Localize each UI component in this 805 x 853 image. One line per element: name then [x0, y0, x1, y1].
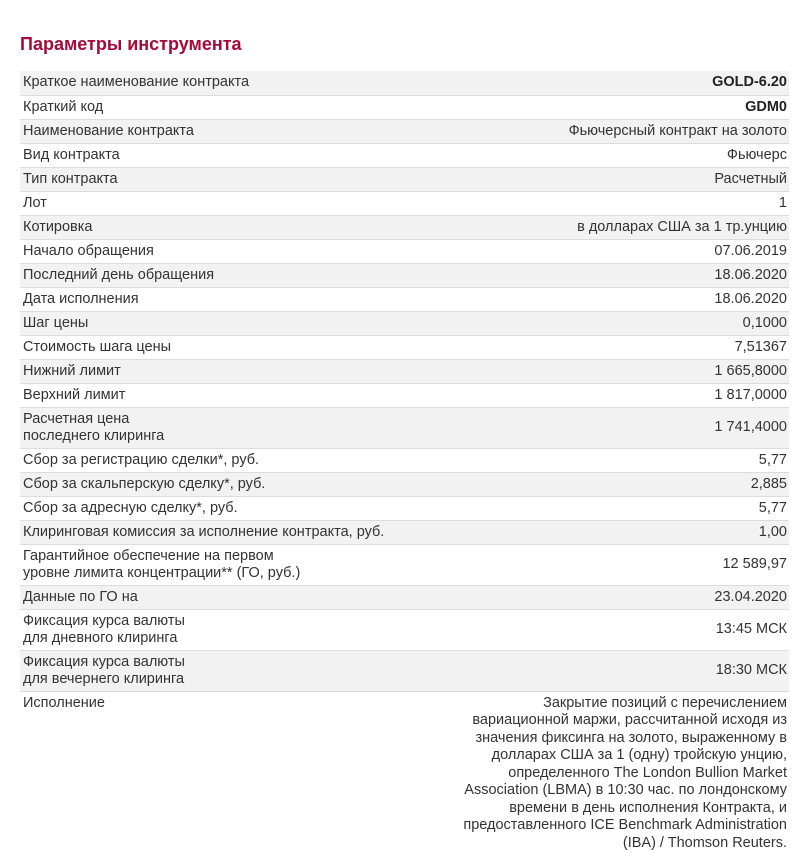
execution-text-line: предоставленного ICE Benchmark Administration — [463, 817, 787, 833]
param-value: 12 589,97 — [425, 544, 789, 585]
param-label-line: для дневного клиринга — [23, 629, 178, 646]
param-value: в долларах США за 1 тр.унцию — [425, 215, 789, 239]
params-table — [20, 71, 789, 852]
execution-text-line: (IBA) / Thomson Reuters. — [622, 834, 787, 851]
param-label — [20, 650, 425, 691]
param-value: GOLD-6.20 — [425, 71, 789, 95]
param-label: Краткий код — [20, 95, 425, 119]
execution-text-line: времени в день исполнения Контракта, и — [509, 799, 787, 816]
param-label: Сбор за скальперскую сделку*, руб. — [20, 472, 425, 496]
execution-row — [20, 691, 789, 852]
execution-text-line: определенного The London Bullion Market — [508, 764, 787, 781]
param-label: Краткое наименование контракта — [20, 71, 425, 95]
execution-text-line: Закрытие позиций с перечислением — [543, 694, 787, 711]
execution-text-line: значения фиксинга на золото, выраженному в — [475, 729, 787, 746]
param-row — [20, 119, 789, 143]
param-value: Фьючерсный контракт на золото — [425, 119, 789, 143]
param-value: 5,77 — [425, 448, 789, 472]
param-row — [20, 239, 789, 263]
param-row — [20, 143, 789, 167]
param-row — [20, 95, 789, 119]
param-row — [20, 448, 789, 472]
param-label-line: для вечернего клиринга — [23, 670, 185, 687]
param-value: Фьючерс — [425, 143, 789, 167]
param-value: 1,00 — [425, 520, 789, 544]
execution-value — [425, 691, 789, 852]
param-label-line: последнего клиринга — [23, 427, 165, 444]
param-label-line: Фиксация курса валюты — [23, 612, 185, 629]
execution-label: Исполнение — [23, 694, 105, 711]
param-row — [20, 71, 789, 95]
param-value: 1 741,4000 — [425, 407, 789, 448]
param-value: 7,51367 — [425, 335, 789, 359]
execution-text-line: Association (LBMA) в 10:30 час. по лондонскому — [464, 782, 787, 798]
param-label-line: Фиксация курса валюты — [23, 653, 185, 670]
param-label-line: Гарантийное обеспечение на первом — [23, 547, 274, 564]
param-row — [20, 191, 789, 215]
execution-text-line: долларах США за 1 (одну) тройскую унцию, — [491, 747, 787, 763]
param-value: 1 665,8000 — [425, 359, 789, 383]
param-row — [20, 215, 789, 239]
param-row — [20, 383, 789, 407]
param-row — [20, 496, 789, 520]
params-table-body — [20, 71, 789, 852]
param-label-line: Расчетная цена — [23, 410, 130, 427]
param-label: Последний день обращения — [20, 263, 425, 287]
param-label: Вид контракта — [20, 143, 425, 167]
execution-text-line: вариационной маржи, рассчитанной исходя из — [472, 712, 787, 728]
param-row — [20, 520, 789, 544]
param-label: Стоимость шага цены — [20, 335, 425, 359]
param-label: Котировка — [20, 215, 425, 239]
param-value: 0,1000 — [425, 311, 789, 335]
param-row — [20, 407, 789, 448]
param-label: Клиринговая комиссия за исполнение контракта, руб. — [20, 520, 425, 544]
param-row — [20, 359, 789, 383]
param-label: Наименование контракта — [20, 119, 425, 143]
param-row — [20, 544, 789, 585]
param-label: Лот — [20, 191, 425, 215]
param-value: 1 — [425, 191, 789, 215]
param-value: 18.06.2020 — [425, 263, 789, 287]
param-label — [20, 609, 425, 650]
param-row — [20, 472, 789, 496]
param-row — [20, 609, 789, 650]
param-row — [20, 585, 789, 609]
param-value: 18:30 МСК — [425, 650, 789, 691]
param-label: Тип контракта — [20, 167, 425, 191]
param-label: Нижний лимит — [20, 359, 425, 383]
param-label: Верхний лимит — [20, 383, 425, 407]
param-row — [20, 167, 789, 191]
param-row — [20, 287, 789, 311]
param-label — [20, 544, 425, 585]
param-label-line: уровне лимита концентрации** (ГО, руб.) — [23, 564, 301, 581]
param-label: Сбор за регистрацию сделки*, руб. — [20, 448, 425, 472]
param-value: 2,885 — [425, 472, 789, 496]
param-value: 13:45 МСК — [425, 609, 789, 650]
param-label: Шаг цены — [20, 311, 425, 335]
param-value: 5,77 — [425, 496, 789, 520]
param-row — [20, 335, 789, 359]
param-value: GDM0 — [425, 95, 789, 119]
param-label: Данные по ГО на — [20, 585, 425, 609]
param-row — [20, 263, 789, 287]
param-value: 18.06.2020 — [425, 287, 789, 311]
param-value: 07.06.2019 — [425, 239, 789, 263]
param-value: 1 817,0000 — [425, 383, 789, 407]
param-label: Дата исполнения — [20, 287, 425, 311]
param-row — [20, 311, 789, 335]
param-value: Расчетный — [425, 167, 789, 191]
param-label — [20, 407, 425, 448]
section-title: Параметры инструмента — [20, 34, 242, 54]
param-label: Начало обращения — [20, 239, 425, 263]
param-row — [20, 650, 789, 691]
param-value: 23.04.2020 — [425, 585, 789, 609]
execution-text — [435, 695, 787, 853]
param-label: Сбор за адресную сделку*, руб. — [20, 496, 425, 520]
